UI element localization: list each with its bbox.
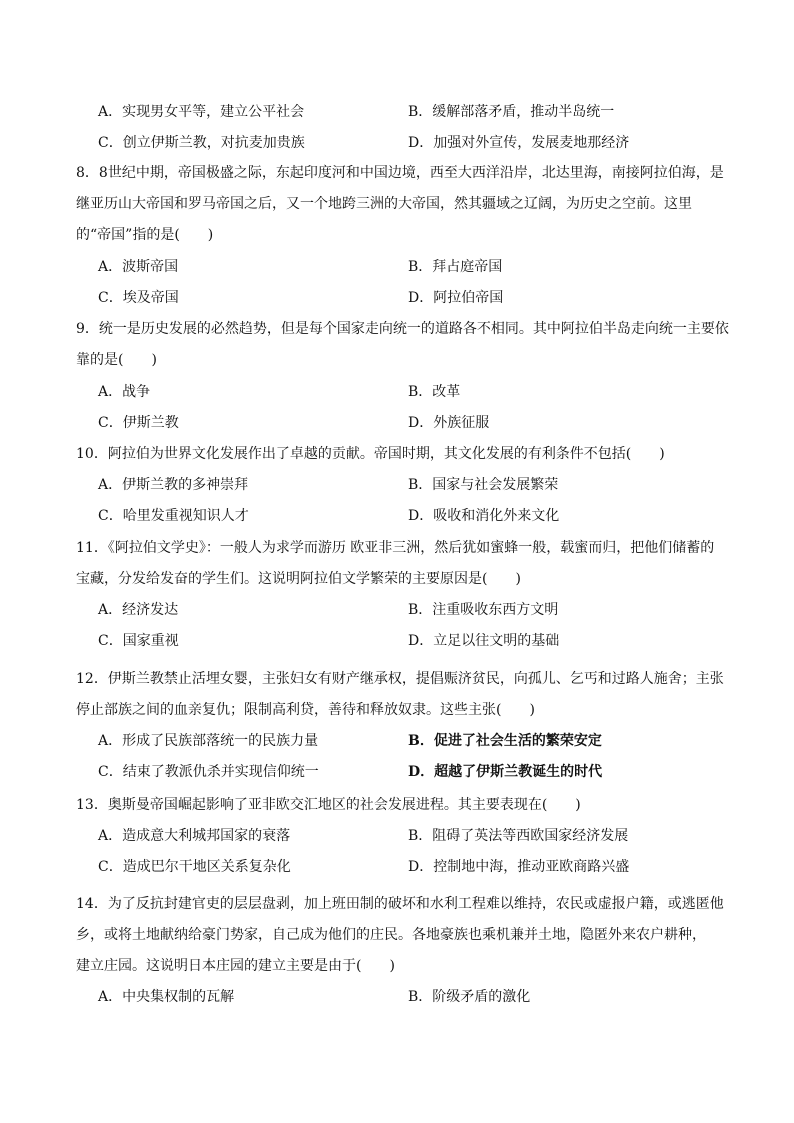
option-c[interactable]: C．创立伊斯兰教，对抗麦加贵族: [98, 135, 305, 151]
question-text-line: 14．为了反抗封建官吏的层层盘剥，加上班田制的破坏和水利工程难以维持，农民或虚报户籍，或逃匿他: [76, 896, 724, 912]
option-row: [98, 128, 722, 159]
question-9-options: [98, 377, 722, 439]
question-text-line: 10．阿拉伯为世界文化发展作出了卓越的贡献。帝国时期，其文化发展的有利条件不包括( ): [76, 446, 665, 462]
option-b[interactable]: B．改革: [408, 384, 461, 400]
option-a[interactable]: A．造成意大利城邦国家的衰落: [98, 828, 291, 844]
question-8-options: [98, 252, 722, 314]
question-text-line: 12．伊斯兰教禁止活埋女婴，主张妇女有财产继承权，提倡赈济贫民，向孤儿、乞丐和过路人施舍；主张: [76, 671, 724, 687]
question-text-line: 乡，或将土地献纳给豪门势家，自己成为他们的庄民。各地豪族也乘机兼并土地，隐匿外来农户耕种，: [76, 927, 706, 943]
option-b[interactable]: B．促进了社会生活的繁荣安定: [408, 733, 602, 749]
option-row: [98, 377, 722, 408]
option-d[interactable]: D．控制地中海，推动亚欧商路兴盛: [408, 859, 630, 875]
option-b[interactable]: B．拜占庭帝国: [408, 259, 503, 275]
option-row: [98, 626, 722, 657]
option-row: [98, 852, 722, 883]
option-b[interactable]: B．缓解部落矛盾，推动半岛统一: [408, 104, 615, 120]
option-d[interactable]: D．阿拉伯帝国: [408, 290, 504, 306]
option-b[interactable]: B．注重吸收东西方文明: [408, 602, 559, 618]
question-text-line: 宝藏，分发给发奋的学生们。这说明阿拉伯文学繁荣的主要原因是( ): [76, 571, 521, 587]
option-d[interactable]: D．吸收和消化外来文化: [408, 508, 560, 524]
option-a[interactable]: A．伊斯兰教的多神崇拜: [98, 477, 249, 493]
question-text-line: 靠的是( ): [76, 352, 157, 368]
option-d[interactable]: D．加强对外宣传，发展麦地那经济: [408, 135, 630, 151]
question-text-line: 停止部族之间的血亲复仇；限制高利贷，善待和释放奴隶。这些主张( ): [76, 702, 535, 718]
option-row: [98, 595, 722, 626]
question-text-line: 的“帝国”指的是( ): [76, 227, 214, 243]
question-8: [76, 158, 722, 251]
option-d[interactable]: D．立足以往文明的基础: [408, 633, 560, 649]
option-c[interactable]: C．哈里发重视知识人才: [98, 508, 249, 524]
question-11-options: [98, 595, 722, 657]
option-row: [98, 982, 722, 1013]
question-13-options: [98, 821, 722, 883]
question-text-line: 9．统一是历史发展的必然趋势，但是每个国家走向统一的道路各不相同。其中阿拉伯半岛走向统一主要依: [76, 321, 729, 337]
option-c[interactable]: C．埃及帝国: [98, 290, 179, 306]
option-row: [98, 757, 722, 788]
option-a[interactable]: A．中央集权制的瓦解: [98, 989, 235, 1005]
option-a[interactable]: A．形成了民族部落统一的民族力量: [98, 733, 319, 749]
option-b[interactable]: B．阻碍了英法等西欧国家经济发展: [408, 828, 629, 844]
option-a[interactable]: A．经济发达: [98, 602, 179, 618]
option-row: [98, 97, 722, 128]
option-row: [98, 726, 722, 757]
question-10: [76, 439, 722, 470]
question-text-line: 8．8世纪中期，帝国极盛之际，东起印度河和中国边境，西至大西洋沿岸，北达里海，南接阿拉伯海，是: [76, 165, 724, 181]
question-13: [76, 790, 722, 821]
option-row: [98, 501, 722, 532]
question-text-line: 继亚历山大帝国和罗马帝国之后，又一个地跨三洲的大帝国，然其疆域之辽阔，为历史之空前。这里: [76, 196, 692, 212]
question-12-options: [98, 726, 722, 788]
option-a[interactable]: A．战争: [98, 384, 151, 400]
option-row: [98, 470, 722, 501]
q7-options: [98, 97, 722, 159]
option-a[interactable]: A．实现男女平等，建立公平社会: [98, 104, 305, 120]
option-row: [98, 283, 722, 314]
option-b[interactable]: B．阶级矛盾的激化: [408, 989, 531, 1005]
option-row: [98, 821, 722, 852]
option-c[interactable]: C．伊斯兰教: [98, 415, 179, 431]
option-a[interactable]: A．波斯帝国: [98, 259, 179, 275]
question-9: [76, 314, 729, 376]
option-c[interactable]: C．造成巴尔干地区关系复杂化: [98, 859, 291, 875]
question-10-options: [98, 470, 722, 532]
question-text-line: 13．奥斯曼帝国崛起影响了亚非欧交汇地区的社会发展进程。其主要表现在( ): [76, 797, 581, 813]
option-d[interactable]: D．超越了伊斯兰教诞生的时代: [408, 764, 603, 780]
option-d[interactable]: D．外族征服: [408, 415, 490, 431]
question-text-line: 11．《阿拉伯文学史》：一般人为求学而游历 欧亚非三洲，然后犹如蜜蜂一般，载蜜而归，把他们储蓄的: [76, 540, 715, 556]
option-c[interactable]: C．国家重视: [98, 633, 179, 649]
question-14: [76, 889, 722, 982]
option-c[interactable]: C．结束了教派仇杀并实现信仰统一: [98, 764, 319, 780]
option-row: [98, 408, 722, 439]
question-11: [76, 533, 722, 595]
question-12: [76, 664, 722, 726]
option-b[interactable]: B．国家与社会发展繁荣: [408, 477, 559, 493]
question-text-line: 建立庄园。这说明日本庄园的建立主要是由于( ): [76, 958, 395, 974]
question-14-options: [98, 982, 722, 1013]
option-row: [98, 252, 722, 283]
